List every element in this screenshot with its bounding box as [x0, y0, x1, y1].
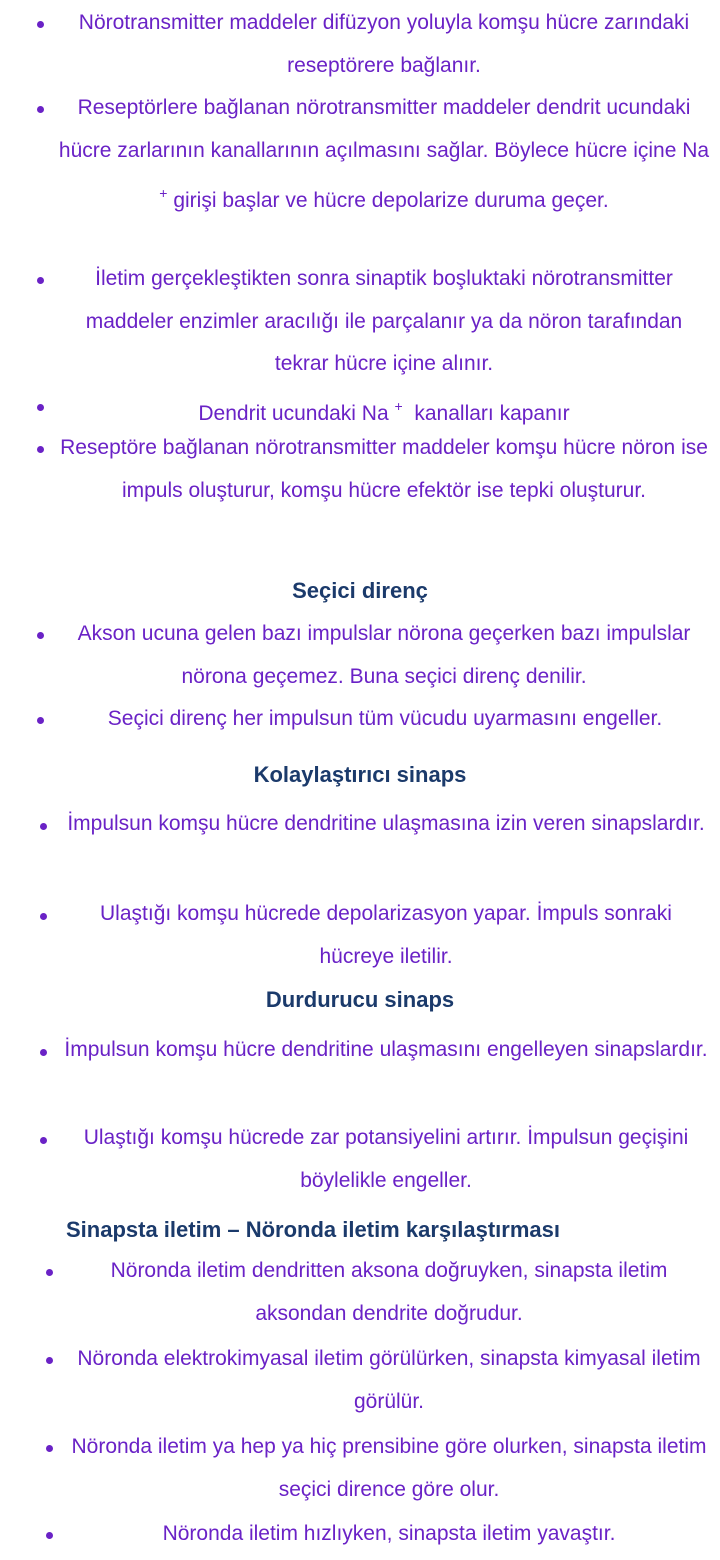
- item-reseptorler: [0, 87, 720, 223]
- item-text: İletim gerçekleştikten sonra sinaptik boşluktaki nörotransmitter maddeler enzimler aracılığı ile parçalanır ya da nöron tarafından tekrar hücre içine alınır.: [85, 267, 683, 375]
- bullet: [46, 1269, 53, 1276]
- item-text: Reseptöre bağlanan nörotransmitter maddeler komşu hücre nöron ise impuls oluşturur, komşu hücre efektör ise tepki oluşturur.: [60, 436, 708, 502]
- item-text: Nöronda iletim hızlıyken, sinapsta iletim yavaştır.: [162, 1522, 616, 1545]
- item-zar-potansiyeli: [0, 1117, 720, 1202]
- item-iletim-sonra: [0, 258, 720, 386]
- bullet: [40, 823, 47, 830]
- item-text-part: Reseptörlere bağlanan nörotransmitter maddeler dendrit ucundaki hücre zarlarının kanallarının açılmasını sağlar. Böylece hücre içine Na: [58, 96, 710, 162]
- heading-secici-direnc: Seçici direnç: [292, 578, 428, 603]
- item-hep-ya-hic: [0, 1426, 720, 1511]
- bullet: [37, 404, 44, 411]
- bullet: [37, 106, 44, 113]
- item-reseptore: [0, 427, 720, 512]
- item-text: Akson ucuna gelen bazı impulslar nörona geçerken bazı impulslar nörona geçemez. Buna seçici direnç denilir.: [77, 622, 691, 688]
- item-izin-veren: [0, 803, 720, 846]
- item-text: İmpulsun komşu hücre dendritine ulaşmasını engelleyen sinapslardır.: [64, 1038, 708, 1061]
- superscript-plus: +: [394, 398, 403, 414]
- item-difuzyon: [0, 2, 720, 87]
- bullet: [40, 1137, 47, 1144]
- item-elektrokimyasal: [0, 1338, 720, 1423]
- item-text-part: Dendrit ucundaki Na: [198, 402, 389, 425]
- item-hiz: [0, 1513, 720, 1556]
- item-text: Nöronda iletim ya hep ya hiç prensibine göre olurken, sinapsta iletim seçici dirence göre olur.: [71, 1435, 707, 1501]
- bullet: [37, 21, 44, 28]
- bullet: [40, 913, 47, 920]
- item-text-part: girişi başlar ve hücre depolarize duruma geçer.: [173, 189, 609, 212]
- bullet: [40, 1049, 47, 1056]
- item-engelleyen: [0, 1029, 720, 1072]
- bullet: [46, 1532, 53, 1539]
- item-depolarizasyon: [0, 893, 720, 978]
- item-secici-direnc: [0, 698, 720, 741]
- item-text: Nöronda iletim dendritten aksona doğruyken, sinapsta iletim aksondan dendrite doğrudur.: [110, 1259, 668, 1325]
- heading-kolaylastirici-sinaps: Kolaylaştırıcı sinaps: [253, 762, 467, 787]
- item-text: Nörotransmitter maddeler difüzyon yoluyla komşu hücre zarındaki reseptörere bağlanır.: [78, 11, 690, 77]
- heading-durdurucu-sinaps: Durdurucu sinaps: [265, 987, 455, 1012]
- item-text: Ulaştığı komşu hücrede depolarizasyon yapar. İmpuls sonraki hücreye iletilir.: [100, 902, 672, 968]
- item-text: Ulaştığı komşu hücrede zar potansiyelini artırır. İmpulsun geçişini böylelikle engeller.: [83, 1126, 689, 1192]
- item-text: Nöronda elektrokimyasal iletim görülürken, sinapsta kimyasal iletim görülür.: [77, 1347, 701, 1413]
- item-text: [58, 87, 710, 223]
- bullet: [46, 1357, 53, 1364]
- superscript-plus: +: [159, 185, 168, 201]
- item-text: İmpulsun komşu hücre dendritine ulaşmasına izin veren sinapslardır.: [67, 812, 705, 835]
- item-text-part: kanalları kapanır: [414, 402, 570, 425]
- bullet: [37, 632, 44, 639]
- bullet: [46, 1445, 53, 1452]
- item-akson-ucu: [0, 613, 720, 698]
- item-text: Seçici direnç her impulsun tüm vücudu uyarmasını engeller.: [107, 707, 663, 730]
- bullet: [37, 446, 44, 453]
- heading-karsilastirma: Sinapsta iletim – Nöronda iletim karşılaştırması: [66, 1217, 560, 1242]
- item-yon: [0, 1250, 720, 1335]
- bullet: [37, 277, 44, 284]
- bullet: [37, 717, 44, 724]
